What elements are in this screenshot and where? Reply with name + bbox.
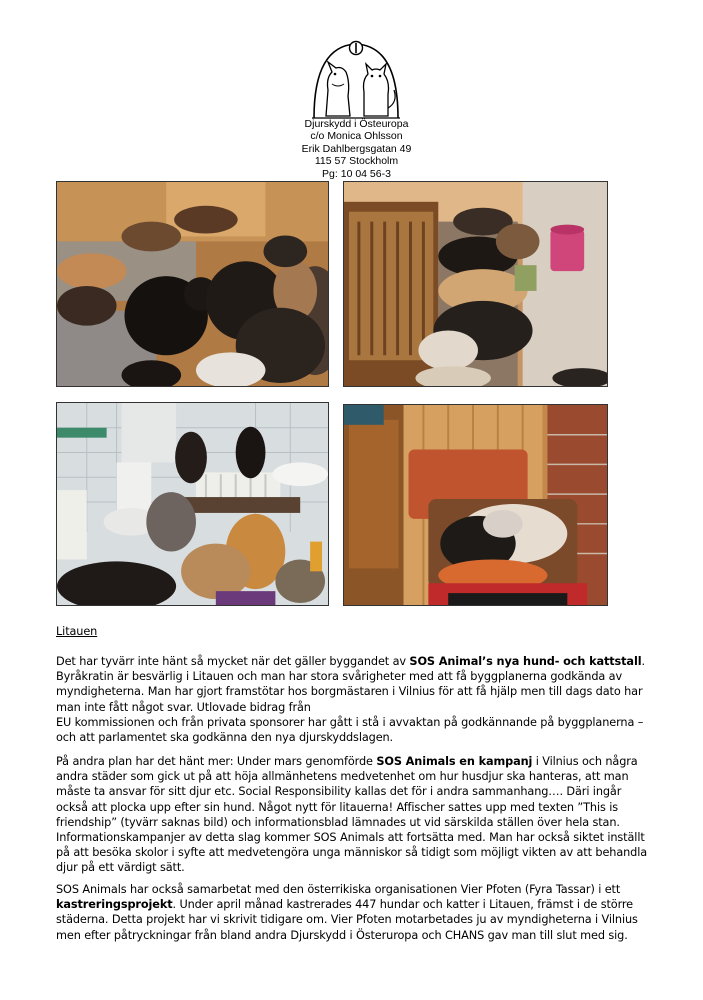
paragraph-building bbox=[56, 654, 650, 745]
paragraph-text: SOS Animals har också samarbetat med den österrikiska organisationen Vier Pfoten (Fyra Tassar) i ett bbox=[56, 883, 621, 896]
emphasis-text: kastreringsprojekt bbox=[56, 898, 173, 912]
care-of-line: c/o Monica Ohlsson bbox=[310, 130, 403, 143]
paragraph-text: i Vilnius och några andra städer som gick ut på att höja allmänhetens medvetenhet om hur husdjur ska hanteras, att man måste ta ansvar för sitt djur etc. Social Responsibility kallas det för i andra sammanhang…. Däri ingår också att plocka upp efter sin hund. Något nytt för litauerna! Affischer sattes upp med texten ”This is friendship” (tyvärr saknas bild) och informationsblad lämnades ut vid särskilda ställen över hela stan. Informationskampanjer av detta slag kommer SOS Animals att fortsätta med. Man har också siktet inställt på att besöka skolor i syfte att medvetengöra unga människor så tidigt som möjligt vikten av att behandla djur på ett värdigt sätt. bbox=[56, 755, 648, 875]
dogs-by-radiator-photo bbox=[343, 181, 608, 387]
paragraph-text: . Under april månad kastrerades 447 hundar och katter i Litauen, främst i de större städerna. Detta projekt har vi skrivit tidigare om. Vier Pfoten motarbetades ju av myndigheterna i Vilnius men efter påtryckningar från bland andra Djurskydd i Österuropa och CHANS gav man till slut med sig. bbox=[56, 898, 638, 942]
section-heading: Litauen bbox=[56, 625, 98, 638]
paragraph-text: EU kommissionen och från privata sponsorer har gått i stå i avvaktan på godkännande på byggplanerna – och att parlamentet ska godkänna den nya djurskyddslagen. bbox=[56, 715, 644, 745]
dogs-on-mattresses-photo bbox=[56, 181, 329, 387]
paragraph-text: Det har tyvärr inte hänt så mycket när det gäller byggandet av bbox=[56, 655, 410, 668]
postgiro-line: Pg: 10 04 56-3 bbox=[322, 167, 391, 180]
emphasis-text: SOS Animal’s nya hund- och kattstall bbox=[409, 655, 642, 668]
dogs-on-armchair-photo bbox=[343, 404, 608, 606]
emphasis-text: SOS Animals en kampanj bbox=[376, 755, 533, 768]
org-name: Djurskydd i Östeuropa bbox=[304, 118, 409, 130]
cat-dog-arch-logo-icon bbox=[308, 38, 404, 120]
postal-line: 115 57 Stockholm bbox=[314, 155, 399, 168]
paragraph-castration bbox=[56, 882, 650, 943]
paragraph-campaign bbox=[56, 754, 650, 876]
paragraph-text: . Byråkratin är besvärlig i Litauen och man har stora svårigheter med att få byggplanerna godkända av myndigheterna. Man har gjort framstötar hos borgmästaren i Vilnius för att få hjälp men till dags dato har man inte fått något svar. Utlovade bidrag från bbox=[56, 655, 645, 714]
street-line: Erik Dahlbergsgatan 49 bbox=[301, 142, 412, 155]
dogs-in-bathroom-photo bbox=[56, 402, 329, 606]
paragraph-text: På andra plan har det hänt mer: Under mars genomförde bbox=[56, 755, 377, 768]
letterhead-address bbox=[200, 118, 513, 180]
